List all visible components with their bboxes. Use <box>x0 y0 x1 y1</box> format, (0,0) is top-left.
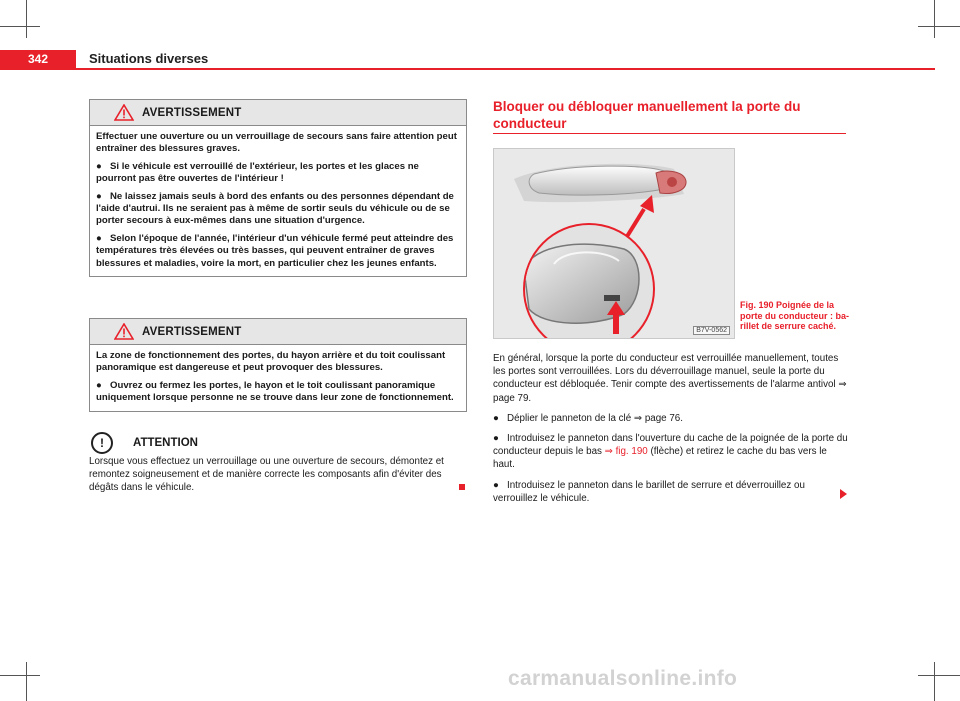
attention-title: ATTENTION <box>133 437 198 449</box>
section-paragraph: En général, lorsque la porte du conducteur est verrouillée manuellement, toutes les portes sont verrouillées. Lors du déverrouillage manuel, seule la porte du conducteur est débloquée. Tenir compte des avertissements de l'alarme antivol ⇒ page 79. <box>493 353 847 404</box>
running-header-title: Situations diverses <box>89 51 209 66</box>
bullet-icon: ● <box>96 379 102 391</box>
section-body <box>493 352 848 512</box>
step-item: ● Introduisez le panneton dans l'ouverture du cache de la poignée de la porte du conducteur depuis le bas ⇒ fig. 190 (flèche) et retirez le cache du bas vers le haut. <box>493 433 848 471</box>
attention-note <box>89 432 465 495</box>
warning-bullet: ● Si le véhicule est verrouillé de l'extérieur, les portes et les glaces ne pourront pas être ouvertes de l'intérieur ! <box>96 160 419 185</box>
warning-triangle-icon <box>114 104 134 121</box>
header-rule <box>0 68 935 70</box>
warning-body <box>90 126 466 276</box>
exclamation-circle-icon: ! <box>91 432 113 454</box>
door-handle-illustration <box>494 149 734 338</box>
bullet-icon: ● <box>96 160 102 172</box>
figure-reference-link[interactable]: ⇒ fig. 190 <box>604 446 648 458</box>
step-item: ● Introduisez le panneton dans le barillet de serrure et déverrouillez ou verrouillez le véhicule. <box>493 479 805 504</box>
crop-mark <box>918 26 960 27</box>
section-heading: Bloquer ou débloquer manuellement la porte du conducteur <box>493 99 801 131</box>
end-of-section-marker <box>459 484 465 490</box>
attention-text: Lorsque vous effectuez un verrouillage ou une ouverture de secours, démontez et remontez soigneusement et de manière correcte les composants afin d'éviter des dégâts dans le véhicule. <box>89 456 444 494</box>
crop-mark <box>26 662 27 701</box>
watermark: carmanualsonline.info <box>508 667 738 690</box>
warning-title: AVERTISSEMENT <box>142 106 242 119</box>
attention-header <box>89 432 465 454</box>
warning-header <box>90 319 466 345</box>
warning-header <box>90 100 466 126</box>
section-heading-rule <box>493 133 846 134</box>
warning-title: AVERTISSEMENT <box>142 325 242 338</box>
figure-caption: Fig. 190 Poignée de la porte du conducteur : barillet de serrure caché. <box>740 300 850 331</box>
crop-mark <box>934 0 935 38</box>
warning-intro: Effectuer une ouverture ou un verrouillage de secours sans faire attention peut entraîner des blessures graves. <box>96 131 457 155</box>
bullet-icon: ● <box>493 479 499 491</box>
warning-box <box>89 318 467 412</box>
bullet-icon: ● <box>493 412 499 424</box>
warning-bullet: ● Ouvrez ou fermez les portes, le hayon et le toit coulissant panoramique uniquement lorsque personne ne se trouve dans leur zone de fonctionnement. <box>96 379 454 404</box>
warning-body <box>90 345 466 411</box>
bullet-icon: ● <box>96 190 102 202</box>
crop-mark <box>0 26 40 27</box>
figure-door-handle <box>493 148 735 339</box>
warning-bullet: ● Ne laissez jamais seuls à bord des enfants ou des personnes dépendant de l'aide d'autrui. Ils ne seraient pas à même de sortir seuls du véhicule ou de se porter secours à eux-mêmes dans une situation d'urgence. <box>96 190 454 227</box>
continue-arrow-icon <box>840 489 847 499</box>
figure-code: B7V-0562 <box>693 326 730 335</box>
bullet-icon: ● <box>493 433 499 445</box>
crop-mark <box>26 0 27 38</box>
bullet-icon: ● <box>96 232 102 244</box>
step-item: ● Déplier le panneton de la clé ⇒ page 76. <box>493 412 683 424</box>
crop-mark <box>934 662 935 701</box>
crop-mark <box>918 675 960 676</box>
page-number: 342 <box>0 50 76 68</box>
warning-box <box>89 99 467 277</box>
warning-bullet: ● Selon l'époque de l'année, l'intérieur d'un véhicule fermé peut atteindre des températures très élevées ou très basses, qui peuvent entraîner de graves blessures et maladies, voire la mort, en particulier chez les jeunes enfants. <box>96 232 454 269</box>
warning-intro: La zone de fonctionnement des portes, du hayon arrière et du toit coulissant panoramique est dangereuse et peut provoquer des blessures. <box>96 350 446 374</box>
crop-mark <box>0 675 40 676</box>
warning-triangle-icon <box>114 323 134 340</box>
